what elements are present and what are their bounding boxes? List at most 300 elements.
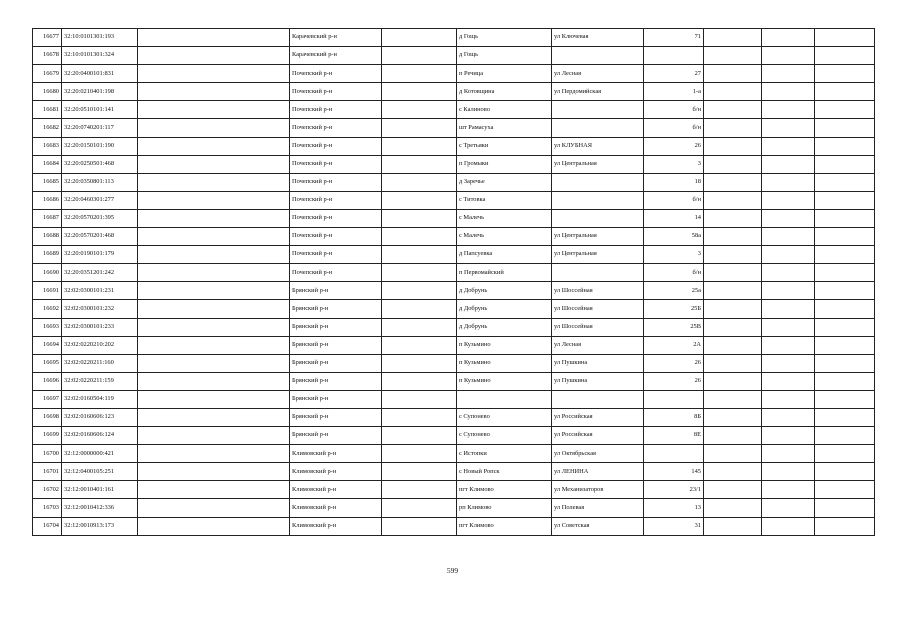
blank-cell-cell xyxy=(704,228,762,246)
street-cell: ул Пердомийская xyxy=(552,83,644,101)
row-number-cell: 16681 xyxy=(33,101,62,119)
blank-cell-cell xyxy=(138,390,290,408)
street-cell: ул КЛУБНАЯ xyxy=(552,137,644,155)
blank-cell-cell xyxy=(815,408,875,426)
blank-cell-cell xyxy=(382,173,457,191)
district-cell: Почепский р-н xyxy=(290,137,382,155)
row-number-cell: 16704 xyxy=(33,517,62,535)
blank-cell-cell xyxy=(382,318,457,336)
row-number-cell: 16697 xyxy=(33,390,62,408)
blank-cell-cell xyxy=(704,246,762,264)
street-cell: ул Лесная xyxy=(552,65,644,83)
cadastral-number-cell: 32:02:0220211:159 xyxy=(62,372,138,390)
district-cell: Климовский р-н xyxy=(290,445,382,463)
settlement-cell: с Малечь xyxy=(457,228,552,246)
cadastral-number-cell: 32:12:0400105:251 xyxy=(62,463,138,481)
blank-cell-cell xyxy=(762,246,815,264)
settlement-cell: д Добрунь xyxy=(457,318,552,336)
table-row xyxy=(33,65,875,83)
row-number-cell: 16698 xyxy=(33,408,62,426)
settlement-cell: пгт Климово xyxy=(457,517,552,535)
street-cell: ул Октябрьская xyxy=(552,445,644,463)
house-number-cell xyxy=(644,47,704,65)
table-row xyxy=(33,463,875,481)
row-number-cell: 16702 xyxy=(33,481,62,499)
blank-cell-cell xyxy=(762,47,815,65)
blank-cell-cell xyxy=(138,155,290,173)
cadastral-number-cell: 32:12:0010913:173 xyxy=(62,517,138,535)
row-number-cell: 16677 xyxy=(33,29,62,47)
blank-cell-cell xyxy=(704,119,762,137)
district-cell: Почепский р-н xyxy=(290,246,382,264)
cadastral-number-cell: 32:20:0190101:179 xyxy=(62,246,138,264)
row-number-cell: 16701 xyxy=(33,463,62,481)
district-cell: Климовский р-н xyxy=(290,481,382,499)
house-number-cell: 26 xyxy=(644,137,704,155)
blank-cell-cell xyxy=(815,228,875,246)
settlement-cell: с Титовка xyxy=(457,191,552,209)
blank-cell-cell xyxy=(815,481,875,499)
table-row xyxy=(33,445,875,463)
table-row xyxy=(33,173,875,191)
blank-cell-cell xyxy=(762,408,815,426)
district-cell: Карачевский р-н xyxy=(290,29,382,47)
blank-cell-cell xyxy=(762,354,815,372)
settlement-cell: д Гощь xyxy=(457,47,552,65)
blank-cell-cell xyxy=(704,264,762,282)
row-number-cell: 16678 xyxy=(33,47,62,65)
settlement-cell: д Заречье xyxy=(457,173,552,191)
blank-cell-cell xyxy=(762,463,815,481)
blank-cell-cell xyxy=(138,282,290,300)
district-cell: Брянский р-н xyxy=(290,354,382,372)
blank-cell-cell xyxy=(762,155,815,173)
table-row xyxy=(33,246,875,264)
street-cell xyxy=(552,101,644,119)
blank-cell-cell xyxy=(815,264,875,282)
house-number-cell: 145 xyxy=(644,463,704,481)
district-cell: Климовский р-н xyxy=(290,499,382,517)
cadastral-number-cell: 32:20:0250501:468 xyxy=(62,155,138,173)
row-number-cell: 16703 xyxy=(33,499,62,517)
row-number-cell: 16684 xyxy=(33,155,62,173)
blank-cell-cell xyxy=(762,29,815,47)
house-number-cell: б/н xyxy=(644,264,704,282)
cadastral-number-cell: 32:20:0350801:113 xyxy=(62,173,138,191)
blank-cell-cell xyxy=(382,246,457,264)
settlement-cell: д Добрунь xyxy=(457,300,552,318)
settlement-cell: с Истопки xyxy=(457,445,552,463)
cadastral-number-cell: 32:20:0570201:468 xyxy=(62,228,138,246)
street-cell xyxy=(552,191,644,209)
blank-cell-cell xyxy=(704,137,762,155)
blank-cell-cell xyxy=(762,173,815,191)
row-number-cell: 16691 xyxy=(33,282,62,300)
table-row xyxy=(33,499,875,517)
house-number-cell: 13 xyxy=(644,499,704,517)
row-number-cell: 16685 xyxy=(33,173,62,191)
street-cell: ул Российская xyxy=(552,408,644,426)
table-row xyxy=(33,390,875,408)
table-row xyxy=(33,47,875,65)
table-row xyxy=(33,372,875,390)
district-cell: Почепский р-н xyxy=(290,209,382,227)
cadastral-number-cell: 32:02:0160606:123 xyxy=(62,408,138,426)
blank-cell-cell xyxy=(382,137,457,155)
blank-cell-cell xyxy=(382,119,457,137)
blank-cell-cell xyxy=(704,390,762,408)
table-row xyxy=(33,83,875,101)
row-number-cell: 16682 xyxy=(33,119,62,137)
blank-cell-cell xyxy=(762,228,815,246)
blank-cell-cell xyxy=(762,481,815,499)
blank-cell-cell xyxy=(815,83,875,101)
settlement-cell: п Первомайский xyxy=(457,264,552,282)
settlement-cell: шт Рамасуха xyxy=(457,119,552,137)
row-number-cell: 16686 xyxy=(33,191,62,209)
blank-cell-cell xyxy=(704,318,762,336)
blank-cell-cell xyxy=(762,209,815,227)
settlement-cell xyxy=(457,390,552,408)
blank-cell-cell xyxy=(138,264,290,282)
blank-cell-cell xyxy=(138,318,290,336)
street-cell: ул Российская xyxy=(552,427,644,445)
district-cell: Климовский р-н xyxy=(290,463,382,481)
blank-cell-cell xyxy=(704,354,762,372)
blank-cell-cell xyxy=(704,155,762,173)
house-number-cell: 58а xyxy=(644,228,704,246)
house-number-cell: 25а xyxy=(644,282,704,300)
blank-cell-cell xyxy=(704,209,762,227)
district-cell: Брянский р-н xyxy=(290,390,382,408)
house-number-cell: 25В xyxy=(644,318,704,336)
row-number-cell: 16679 xyxy=(33,65,62,83)
settlement-cell: с Новый Ропск xyxy=(457,463,552,481)
settlement-cell: п Речица xyxy=(457,65,552,83)
blank-cell-cell xyxy=(382,47,457,65)
table-row xyxy=(33,318,875,336)
row-number-cell: 16693 xyxy=(33,318,62,336)
street-cell: ул Шоссейная xyxy=(552,282,644,300)
blank-cell-cell xyxy=(762,499,815,517)
blank-cell-cell xyxy=(382,354,457,372)
district-cell: Почепский р-н xyxy=(290,264,382,282)
blank-cell-cell xyxy=(382,228,457,246)
row-number-cell: 16699 xyxy=(33,427,62,445)
house-number-cell: 26 xyxy=(644,372,704,390)
blank-cell-cell xyxy=(704,336,762,354)
cadastral-number-cell: 32:20:0460301:277 xyxy=(62,191,138,209)
blank-cell-cell xyxy=(815,463,875,481)
house-number-cell: 2А xyxy=(644,336,704,354)
district-cell: Карачевский р-н xyxy=(290,47,382,65)
blank-cell-cell xyxy=(138,499,290,517)
blank-cell-cell xyxy=(704,101,762,119)
blank-cell-cell xyxy=(138,517,290,535)
table-row xyxy=(33,481,875,499)
district-cell: Почепский р-н xyxy=(290,191,382,209)
table-row xyxy=(33,517,875,535)
settlement-cell: пгт Климово xyxy=(457,481,552,499)
house-number-cell: 3 xyxy=(644,246,704,264)
blank-cell-cell xyxy=(762,300,815,318)
blank-cell-cell xyxy=(762,517,815,535)
house-number-cell: 3 xyxy=(644,155,704,173)
table-row xyxy=(33,191,875,209)
house-number-cell: б/н xyxy=(644,119,704,137)
row-number-cell: 16688 xyxy=(33,228,62,246)
blank-cell-cell xyxy=(382,101,457,119)
blank-cell-cell xyxy=(138,29,290,47)
cadastral-number-cell: 32:20:0150101:190 xyxy=(62,137,138,155)
district-cell: Почепский р-н xyxy=(290,155,382,173)
row-number-cell: 16696 xyxy=(33,372,62,390)
settlement-cell: с Супонево xyxy=(457,408,552,426)
blank-cell-cell xyxy=(762,390,815,408)
house-number-cell: 14 xyxy=(644,209,704,227)
row-number-cell: 16689 xyxy=(33,246,62,264)
cadastral-number-cell: 32:20:0351201:242 xyxy=(62,264,138,282)
blank-cell-cell xyxy=(815,390,875,408)
district-cell: Почепский р-н xyxy=(290,173,382,191)
table-row xyxy=(33,408,875,426)
settlement-cell: с Супонево xyxy=(457,427,552,445)
blank-cell-cell xyxy=(704,463,762,481)
street-cell: ул Пушкина xyxy=(552,372,644,390)
blank-cell-cell xyxy=(138,354,290,372)
table-row xyxy=(33,101,875,119)
blank-cell-cell xyxy=(815,300,875,318)
page-number: 599 xyxy=(446,566,459,575)
street-cell: ул Советская xyxy=(552,517,644,535)
blank-cell-cell xyxy=(815,499,875,517)
property-register-table xyxy=(32,28,875,536)
blank-cell-cell xyxy=(704,408,762,426)
district-cell: Брянский р-н xyxy=(290,408,382,426)
street-cell xyxy=(552,390,644,408)
blank-cell-cell xyxy=(382,191,457,209)
blank-cell-cell xyxy=(704,427,762,445)
blank-cell-cell xyxy=(704,191,762,209)
house-number-cell: 23/1 xyxy=(644,481,704,499)
district-cell: Почепский р-н xyxy=(290,119,382,137)
table-row xyxy=(33,300,875,318)
district-cell: Брянский р-н xyxy=(290,336,382,354)
blank-cell-cell xyxy=(382,155,457,173)
blank-cell-cell xyxy=(138,119,290,137)
table-row xyxy=(33,228,875,246)
blank-cell-cell xyxy=(382,264,457,282)
blank-cell-cell xyxy=(815,372,875,390)
settlement-cell: п Кузьмино xyxy=(457,372,552,390)
house-number-cell: 71 xyxy=(644,29,704,47)
house-number-cell: 8Е xyxy=(644,427,704,445)
blank-cell-cell xyxy=(815,191,875,209)
blank-cell-cell xyxy=(815,173,875,191)
cadastral-number-cell: 32:02:0220211:160 xyxy=(62,354,138,372)
row-number-cell: 16695 xyxy=(33,354,62,372)
blank-cell-cell xyxy=(762,264,815,282)
blank-cell-cell xyxy=(762,191,815,209)
house-number-cell: 18 xyxy=(644,173,704,191)
blank-cell-cell xyxy=(704,517,762,535)
blank-cell-cell xyxy=(382,29,457,47)
blank-cell-cell xyxy=(815,119,875,137)
blank-cell-cell xyxy=(815,47,875,65)
blank-cell-cell xyxy=(762,137,815,155)
blank-cell-cell xyxy=(382,300,457,318)
row-number-cell: 16687 xyxy=(33,209,62,227)
district-cell: Брянский р-н xyxy=(290,300,382,318)
blank-cell-cell xyxy=(138,427,290,445)
blank-cell-cell xyxy=(815,336,875,354)
settlement-cell: п Кузьмино xyxy=(457,354,552,372)
blank-cell-cell xyxy=(382,427,457,445)
table-row xyxy=(33,209,875,227)
blank-cell-cell xyxy=(815,282,875,300)
blank-cell-cell xyxy=(138,209,290,227)
blank-cell-cell xyxy=(762,119,815,137)
district-cell: Почепский р-н xyxy=(290,65,382,83)
blank-cell-cell xyxy=(762,65,815,83)
cadastral-number-cell: 32:20:0210401:198 xyxy=(62,83,138,101)
settlement-cell: д Гощь xyxy=(457,29,552,47)
house-number-cell: б/н xyxy=(644,191,704,209)
cadastral-number-cell: 32:20:0400101:831 xyxy=(62,65,138,83)
settlement-cell: д Папсуевка xyxy=(457,246,552,264)
street-cell: ул Пушкина xyxy=(552,354,644,372)
blank-cell-cell xyxy=(815,209,875,227)
settlement-cell: д Котовщина xyxy=(457,83,552,101)
blank-cell-cell xyxy=(138,336,290,354)
settlement-cell: п Громыки xyxy=(457,155,552,173)
blank-cell-cell xyxy=(815,101,875,119)
cadastral-number-cell: 32:02:0220210:202 xyxy=(62,336,138,354)
blank-cell-cell xyxy=(704,29,762,47)
blank-cell-cell xyxy=(382,517,457,535)
street-cell xyxy=(552,264,644,282)
district-cell: Брянский р-н xyxy=(290,372,382,390)
blank-cell-cell xyxy=(815,445,875,463)
house-number-cell: 1-а xyxy=(644,83,704,101)
blank-cell-cell xyxy=(138,83,290,101)
house-number-cell: 27 xyxy=(644,65,704,83)
cadastral-number-cell: 32:20:0510101:141 xyxy=(62,101,138,119)
table-row xyxy=(33,427,875,445)
blank-cell-cell xyxy=(138,445,290,463)
row-number-cell: 16690 xyxy=(33,264,62,282)
house-number-cell xyxy=(644,390,704,408)
blank-cell-cell xyxy=(138,65,290,83)
blank-cell-cell xyxy=(704,499,762,517)
house-number-cell: 25Б xyxy=(644,300,704,318)
blank-cell-cell xyxy=(138,137,290,155)
cadastral-number-cell: 32:12:0010412:336 xyxy=(62,499,138,517)
settlement-cell: п Кузьмино xyxy=(457,336,552,354)
blank-cell-cell xyxy=(704,65,762,83)
blank-cell-cell xyxy=(762,336,815,354)
street-cell: ул ЛЕНИНА xyxy=(552,463,644,481)
blank-cell-cell xyxy=(382,209,457,227)
settlement-cell: с Малечь xyxy=(457,209,552,227)
blank-cell-cell xyxy=(704,47,762,65)
blank-cell-cell xyxy=(704,300,762,318)
table-row xyxy=(33,137,875,155)
street-cell: ул Центральная xyxy=(552,155,644,173)
table-row xyxy=(33,29,875,47)
table-row xyxy=(33,354,875,372)
blank-cell-cell xyxy=(138,246,290,264)
blank-cell-cell xyxy=(138,408,290,426)
street-cell: ул Механизаторов xyxy=(552,481,644,499)
blank-cell-cell xyxy=(382,445,457,463)
blank-cell-cell xyxy=(762,427,815,445)
street-cell: ул Полевая xyxy=(552,499,644,517)
blank-cell-cell xyxy=(138,372,290,390)
row-number-cell: 16700 xyxy=(33,445,62,463)
house-number-cell: 31 xyxy=(644,517,704,535)
blank-cell-cell xyxy=(704,445,762,463)
district-cell: Брянский р-н xyxy=(290,282,382,300)
settlement-cell: рп Климово xyxy=(457,499,552,517)
blank-cell-cell xyxy=(762,372,815,390)
settlement-cell: с Третьяки xyxy=(457,137,552,155)
blank-cell-cell xyxy=(382,463,457,481)
settlement-cell: с Калиново xyxy=(457,101,552,119)
blank-cell-cell xyxy=(815,155,875,173)
cadastral-number-cell: 32:02:0300101:232 xyxy=(62,300,138,318)
blank-cell-cell xyxy=(382,65,457,83)
blank-cell-cell xyxy=(382,372,457,390)
street-cell: ул Центральная xyxy=(552,246,644,264)
blank-cell-cell xyxy=(762,83,815,101)
cadastral-number-cell: 32:20:0570201:395 xyxy=(62,209,138,227)
blank-cell-cell xyxy=(382,83,457,101)
house-number-cell: 8Б xyxy=(644,408,704,426)
blank-cell-cell xyxy=(138,191,290,209)
blank-cell-cell xyxy=(138,228,290,246)
blank-cell-cell xyxy=(704,481,762,499)
blank-cell-cell xyxy=(138,481,290,499)
row-number-cell: 16683 xyxy=(33,137,62,155)
house-number-cell xyxy=(644,445,704,463)
blank-cell-cell xyxy=(815,318,875,336)
blank-cell-cell xyxy=(762,445,815,463)
blank-cell-cell xyxy=(704,173,762,191)
district-cell: Климовский р-н xyxy=(290,517,382,535)
blank-cell-cell xyxy=(138,463,290,481)
blank-cell-cell xyxy=(138,173,290,191)
blank-cell-cell xyxy=(815,354,875,372)
row-number-cell: 16692 xyxy=(33,300,62,318)
house-number-cell: 26 xyxy=(644,354,704,372)
table-row xyxy=(33,336,875,354)
blank-cell-cell xyxy=(382,408,457,426)
street-cell: ул Лесная xyxy=(552,336,644,354)
blank-cell-cell xyxy=(815,29,875,47)
blank-cell-cell xyxy=(138,101,290,119)
blank-cell-cell xyxy=(138,300,290,318)
settlement-cell: д Добрунь xyxy=(457,282,552,300)
district-cell: Почепский р-н xyxy=(290,228,382,246)
district-cell: Почепский р-н xyxy=(290,101,382,119)
district-cell: Брянский р-н xyxy=(290,318,382,336)
street-cell: ул Шоссейная xyxy=(552,300,644,318)
row-number-cell: 16694 xyxy=(33,336,62,354)
blank-cell-cell xyxy=(762,318,815,336)
cadastral-number-cell: 32:10:0101301:193 xyxy=(62,29,138,47)
blank-cell-cell xyxy=(704,372,762,390)
